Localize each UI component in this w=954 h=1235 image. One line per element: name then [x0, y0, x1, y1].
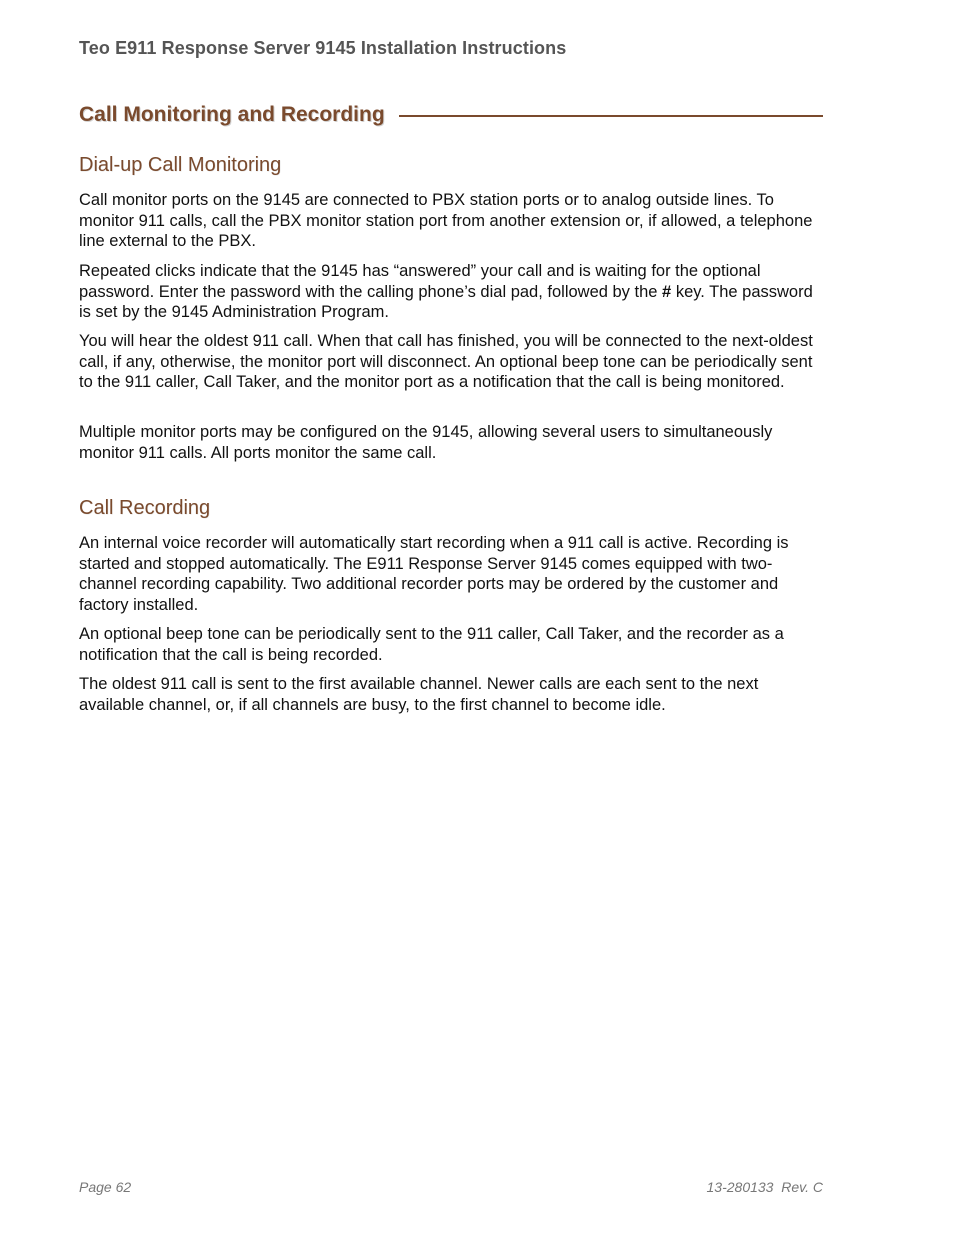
paragraph-monitor-ports: Call monitor ports on the 9145 are connected to PBX station ports or to analog outside lines. To monitor 911 calls, call the PBX monitor station port from another extension or, if allowed, a telephone line external to the PBX.	[79, 191, 813, 250]
running-header: Teo E911 Response Server 9145 Installation Instructions	[79, 38, 567, 58]
pound-key: #	[662, 282, 672, 301]
document-number: 13-280133 Rev. C	[706, 1179, 823, 1195]
paragraph-channels: The oldest 911 call is sent to the first available channel. Newer calls are each sent to the next available channel, or, if all channels are busy, to the first channel to become idle.	[79, 675, 759, 714]
paragraph-password-text-1: Repeated clicks indicate that the 9145 has “answered” your call and is waiting for the optional password. Enter the password with the calling phone’s dial pad, followed by the	[79, 262, 761, 301]
paragraph-oldest-call: You will hear the oldest 911 call. When that call has finished, you will be connected to the next-oldest call, if any, otherwise, the monitor port will disconnect. An optional beep tone can be periodically sent to the 911 caller, Call Taker, and the monitor port as a notification that the call is being monitored.	[79, 332, 813, 391]
subheading-call-recording: Call Recording	[79, 497, 211, 519]
paragraph-beep-tone: An optional beep tone can be periodically sent to the 911 caller, Call Taker, and the recorder as a notification that the call is being recorded.	[79, 625, 784, 664]
subheading-dialup-monitoring: Dial-up Call Monitoring	[79, 154, 282, 176]
section-heading	[79, 103, 823, 127]
paragraph-voice-recorder: An internal voice recorder will automatically start recording when a 911 call is active. Recording is started and stopped automatically. The E911 Response Server 9145 comes equipped with two-channel recording capability. Two additional recorder ports may be ordered by the customer and factory installed.	[79, 534, 789, 614]
paragraph-password	[79, 261, 819, 323]
paragraph-multiple-ports: Multiple monitor ports may be configured on the 9145, allowing several users to simultaneously monitor 911 calls. All ports monitor the same call.	[79, 423, 773, 462]
section-divider	[399, 115, 823, 117]
section-title: Call Monitoring and Recording	[79, 103, 385, 126]
page-number: Page 62	[79, 1179, 132, 1195]
paragraph-password-text-2: key. The password is set by the 9145 Administration Program.	[79, 282, 813, 321]
